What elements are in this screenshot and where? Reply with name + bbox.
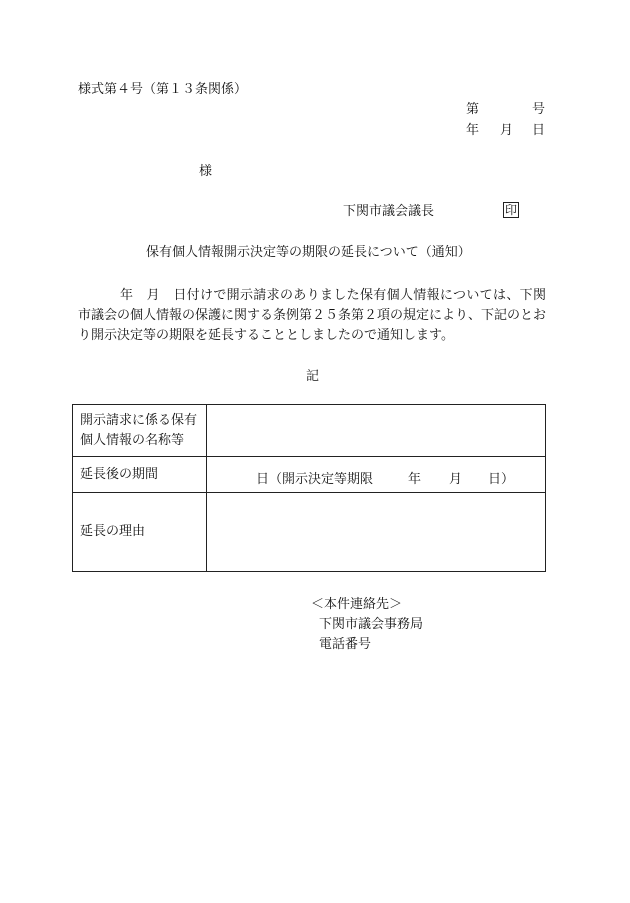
sender-name: 下関市議会議長	[343, 204, 435, 219]
contact-phone: 電話番号	[319, 637, 372, 652]
date-day: 日	[531, 123, 545, 138]
table-value-extended-period	[207, 457, 546, 493]
date-month: 月	[500, 123, 514, 138]
contact-office: 下関市議会事務局	[319, 617, 424, 632]
details-table	[72, 404, 546, 572]
document-number-prefix: 第	[466, 102, 480, 117]
table-value-reason	[207, 493, 546, 572]
table-label-reason: 延長の理由	[73, 493, 207, 572]
contact-title: ＜本件連絡先＞	[311, 597, 403, 612]
period-day: 日（開示決定等期限	[256, 471, 374, 487]
table-label-info-name	[73, 405, 207, 457]
body-paragraph: 年 月 日付けで開示請求のありました保有個人情報については、下関市議会の個人情報の保護に関する条例第２５条第２項の規定により、下記のとおり開示決定等の期限を延長することとしましたので通知します。	[78, 288, 547, 343]
label-line: 開示請求に係る保有	[80, 412, 198, 428]
table-row	[73, 457, 546, 493]
seal-mark: 印	[505, 203, 518, 217]
form-number-label: 様式第４号（第１３条関係）	[78, 82, 248, 97]
date-year: 年	[466, 123, 480, 138]
label-line: 個人情報の名称等	[80, 432, 185, 448]
document-number-suffix: 号	[531, 102, 545, 117]
table-label-extended-period: 延長後の期間	[73, 457, 207, 493]
document-subject: 保有個人情報開示決定等の期限の延長について（通知）	[146, 245, 471, 260]
period-month: 月	[449, 471, 463, 487]
period-year: 年	[408, 471, 422, 487]
table-row	[73, 493, 546, 572]
ki-heading: 記	[306, 369, 320, 384]
table-value-info-name	[207, 405, 546, 457]
addressee: 様	[199, 164, 213, 179]
table-row	[73, 405, 546, 457]
period-end: 日）	[488, 471, 515, 487]
